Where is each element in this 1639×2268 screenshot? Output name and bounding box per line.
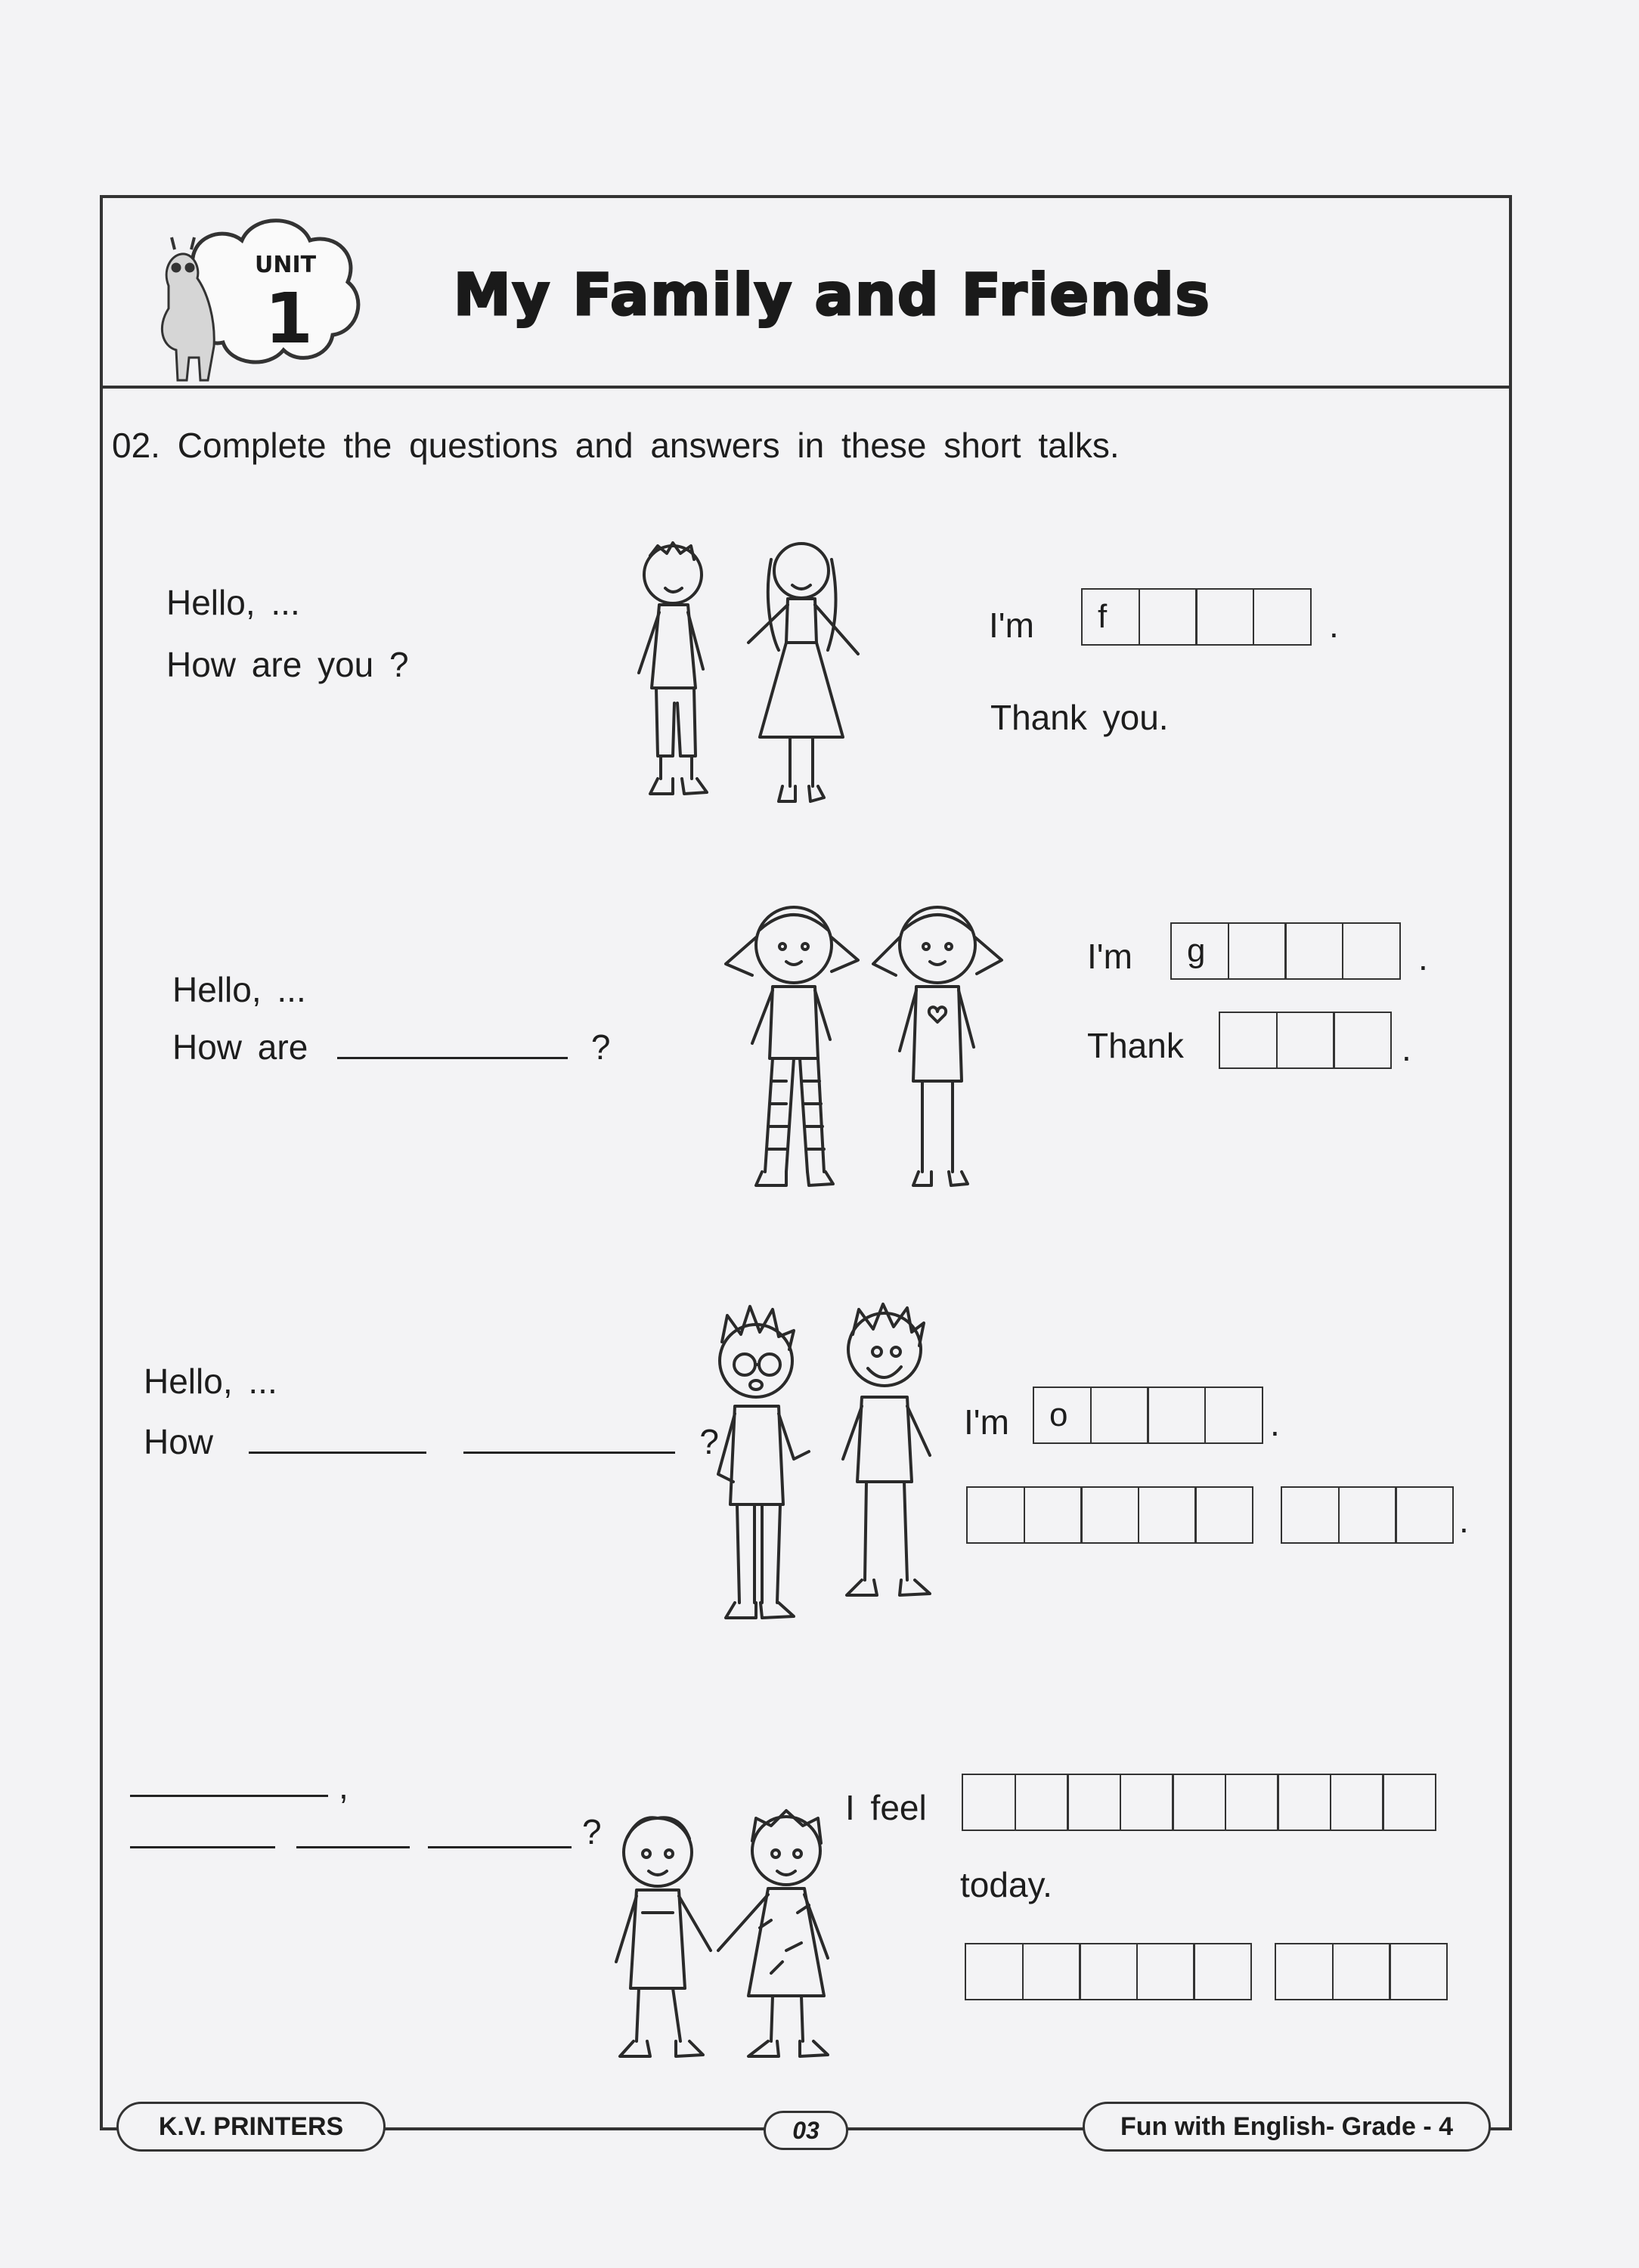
illustration-two-boys [680,1300,960,1633]
illustration-two-girls [711,885,1013,1194]
talk3-question [144,1421,719,1462]
talk3-greeting: Hello, ... [144,1362,277,1401]
talk1-answer-period: . [1329,606,1339,645]
letter-box[interactable] [1080,1486,1139,1544]
unit-badge [147,195,374,384]
letter-box[interactable] [1204,1387,1263,1444]
letter-box[interactable] [1120,1774,1174,1831]
letter-box[interactable] [1067,1774,1121,1831]
illustration-boy-and-girl [597,529,885,809]
smiling-boy-figure [843,1304,930,1595]
letter-box[interactable] [1276,1012,1335,1069]
talk4-answer-suffix: today. [960,1865,1052,1904]
exercise-instruction: 02. Complete the questions and answers in these short talks. [112,426,1120,465]
letter-box[interactable] [1389,1943,1448,2000]
girl-right-figure [873,907,1002,1185]
letter-box[interactable] [1275,1943,1334,2000]
talk3-question-blank-2[interactable] [463,1424,675,1454]
illustration-holding-hands [597,1799,877,2079]
letter-box[interactable] [965,1943,1024,2000]
letter-box[interactable] [1332,1943,1391,2000]
talk2-question-mark: ? [590,1027,611,1067]
talk3-answer-prefix: I'm [964,1402,1009,1442]
letter-box[interactable] [1284,922,1343,980]
talk1-answer-prefix: I'm [989,606,1034,645]
talk3-question-blank-1[interactable] [249,1424,426,1454]
footer-publisher: K.V. PRINTERS [116,2102,386,2152]
talk4-question-blank-1[interactable] [130,1846,275,1848]
footer-book-title: Fun with English- Grade - 4 [1083,2102,1491,2152]
girl-figure [748,544,858,801]
talk3-answer-boxes [1033,1387,1261,1444]
talk2-question [172,1027,610,1067]
letter-box[interactable] [966,1486,1025,1544]
letter-box[interactable] [1228,922,1287,980]
letter-box[interactable]: o [1033,1387,1092,1444]
talk2-thanks-boxes [1219,1012,1390,1069]
boy-figure [639,543,707,794]
talk4-thanks-word1-boxes [965,1943,1250,2000]
letter-box[interactable] [1281,1486,1340,1544]
girl-dress-figure [718,1811,828,2056]
boy-overalls-figure [616,1817,711,2056]
letter-box[interactable] [1195,588,1254,646]
letter-box[interactable] [1253,588,1312,646]
talk1-question: How are you ? [166,645,409,684]
letter-box[interactable] [1225,1774,1279,1831]
talk3-question-mark: ? [699,1422,719,1461]
talk2-question-blank[interactable] [337,1030,568,1059]
talk4-greeting-comma: , [339,1767,349,1806]
unit-label: UNIT [255,252,317,278]
talk2-question-start: How are [172,1027,308,1067]
talk2-greeting: Hello, ... [172,970,306,1009]
letter-box[interactable] [1338,1486,1397,1544]
letter-box[interactable] [1172,1774,1226,1831]
letter-box[interactable] [962,1774,1016,1831]
letter-box[interactable] [1015,1774,1069,1831]
letter-box[interactable] [1333,1012,1392,1069]
letter-box[interactable] [1193,1943,1252,2000]
letter-box[interactable]: f [1081,588,1140,646]
letter-box[interactable] [1219,1012,1278,1069]
talk3-thanks-period: . [1459,1501,1469,1540]
letter-box[interactable] [1147,1387,1206,1444]
talk2-answer-period: . [1418,938,1428,978]
title-divider [103,386,1509,389]
page-number: 03 [764,2111,848,2150]
letter-box[interactable] [1395,1486,1454,1544]
talk3-thanks-word1-boxes [966,1486,1252,1544]
talk4-question-blank-2[interactable] [296,1846,410,1848]
talk4-question-mark: ? [582,1812,602,1851]
letter-box[interactable] [1090,1387,1149,1444]
letter-box[interactable] [1277,1774,1331,1831]
talk4-question-blank-3[interactable] [428,1846,572,1848]
letter-box[interactable] [1139,588,1197,646]
letter-box[interactable] [1022,1943,1081,2000]
talk2-answer-prefix: I'm [1087,937,1132,976]
letter-box[interactable]: g [1170,922,1229,980]
talk4-answer-prefix: I feel [845,1788,927,1827]
letter-box[interactable] [1024,1486,1083,1544]
talk2-thanks-prefix: Thank [1087,1026,1184,1065]
letter-box[interactable] [1079,1943,1138,2000]
page-title: My Family and Friends [454,261,1211,328]
boy-with-glasses-figure [718,1306,809,1618]
talk2-thanks-period: . [1402,1029,1411,1068]
unit-number: 1 [265,278,314,359]
talk3-answer-period: . [1270,1404,1280,1443]
letter-box[interactable] [1138,1486,1197,1544]
talk4-thanks-word2-boxes [1275,1943,1446,2000]
letter-box[interactable] [1194,1486,1253,1544]
talk4-feeling-boxes [962,1774,1435,1831]
letter-box[interactable] [1382,1774,1436,1831]
talk3-question-start: How [144,1422,214,1461]
talk3-thanks-word2-boxes [1281,1486,1452,1544]
talk1-thanks: Thank you. [990,698,1169,737]
talk1-answer-boxes [1081,588,1309,646]
letter-box[interactable] [1330,1774,1384,1831]
talk4-greeting-blank[interactable] [130,1795,328,1797]
talk1-greeting: Hello, ... [166,583,300,622]
talk2-answer-boxes [1170,922,1399,980]
girl-left-figure [726,907,858,1185]
letter-box[interactable] [1136,1943,1195,2000]
letter-box[interactable] [1342,922,1401,980]
